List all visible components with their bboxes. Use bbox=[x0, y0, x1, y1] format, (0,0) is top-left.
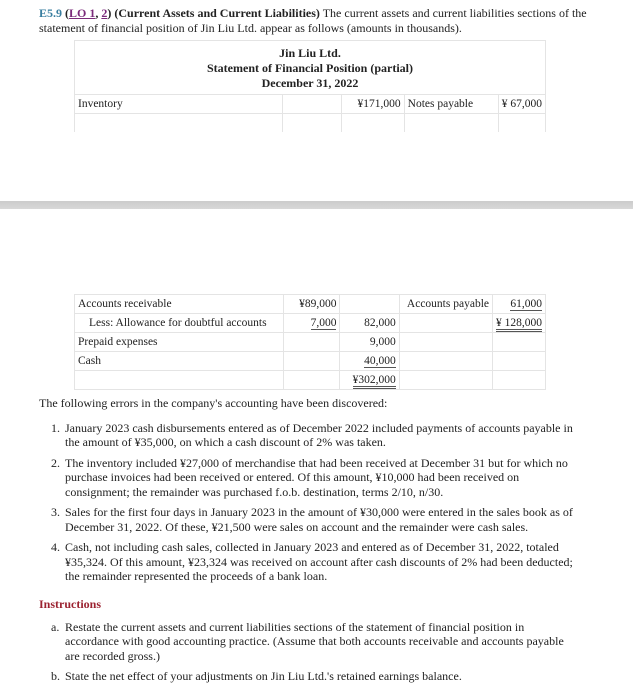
list-item bbox=[51, 669, 581, 684]
exercise-intro bbox=[39, 0, 599, 35]
table-row bbox=[75, 352, 546, 371]
exercise-title: (Current Assets and Current Liabilities) bbox=[114, 6, 320, 20]
notes-payable-label: Notes payable bbox=[404, 95, 498, 114]
item-letter: b. bbox=[51, 669, 60, 683]
lo-paren: ) bbox=[107, 6, 112, 20]
item-text: Restate the current assets and current liabilities sections of the statement of financial position in accordance with good accounting practice. (Assume that both accounts receivable and accounts payable are recorded gross.) bbox=[65, 619, 564, 663]
errors-list bbox=[51, 421, 581, 584]
cash-label: Cash bbox=[75, 352, 284, 371]
allowance-amount: 7,000 bbox=[310, 317, 337, 329]
ap-label: Accounts payable bbox=[399, 295, 492, 314]
page-divider bbox=[0, 201, 633, 209]
prepaid-amount: 9,000 bbox=[340, 333, 399, 352]
item-number: 1. bbox=[51, 420, 60, 435]
item-text: The inventory included ¥27,000 of merchandise that had been received at December 31 but for which no purchase invoices had been received or entered. Of this amount, ¥10,000 had been received on consignment; the remainder was purchased f.o.b. destination, terms 2/10, n/30. bbox=[65, 455, 568, 499]
list-item bbox=[51, 540, 581, 584]
list-item bbox=[51, 505, 581, 534]
table-row bbox=[75, 314, 546, 333]
statement-title: Statement of Financial Position (partial) bbox=[207, 61, 413, 75]
table-row bbox=[75, 95, 546, 114]
inventory-amount: ¥171,000 bbox=[342, 95, 404, 114]
cash-amount: 40,000 bbox=[364, 355, 396, 367]
lo-1-link[interactable]: LO 1 bbox=[69, 6, 96, 20]
ar-net-amount: 82,000 bbox=[340, 314, 399, 333]
prepaid-label: Prepaid expenses bbox=[75, 333, 284, 352]
company-name: Jin Liu Ltd. bbox=[279, 46, 341, 60]
top-section bbox=[0, 0, 633, 201]
errors-intro: The following errors in the company's accounting have been discovered: bbox=[39, 396, 388, 410]
list-item bbox=[51, 620, 581, 664]
statement-table-bottom bbox=[74, 294, 546, 390]
table-row bbox=[75, 371, 546, 390]
notes-payable-amount: ¥ 67,000 bbox=[498, 95, 545, 114]
liabilities-total: ¥ 128,000 bbox=[496, 317, 542, 332]
item-number: 2. bbox=[51, 455, 60, 470]
statement-table-top bbox=[74, 40, 546, 132]
list-item bbox=[51, 421, 581, 450]
list-item bbox=[51, 456, 581, 500]
ar-label: Accounts receivable bbox=[75, 295, 284, 314]
instructions-heading: Instructions bbox=[39, 596, 102, 611]
item-text: State the net effect of your adjustments on Jin Liu Ltd.'s retained earnings balance. bbox=[65, 669, 462, 683]
exercise-id: E5.9 bbox=[39, 6, 63, 20]
item-number: 3. bbox=[51, 505, 60, 519]
item-text: Cash, not including cash sales, collected in January 2023 and entered as of December 31, 2022, totaled ¥35,324. Of this amount, ¥23,324 was received on account after cash discounts of 2% had been deducted; the remainder represented the proceeds of a bank loan. bbox=[65, 540, 573, 583]
statement-header bbox=[75, 41, 546, 95]
lo-sep: , bbox=[95, 6, 102, 20]
item-text: Sales for the first four days in January 2023 in the amount of ¥30,000 were entered in the sales book as of December 31, 2022. Of these, ¥21,500 were sales on account and the remainder were cash sales. bbox=[65, 505, 573, 534]
ar-amount: ¥89,000 bbox=[284, 295, 340, 314]
lo-2-link[interactable]: 2 bbox=[101, 6, 108, 20]
item-number: 4. bbox=[51, 540, 60, 554]
item-text: January 2023 cash disbursements entered as of December 2022 included payments of accounts payable in the amount of ¥35,000, on which a cash discount of 2% was taken. bbox=[65, 420, 573, 449]
table-row bbox=[75, 295, 546, 314]
lo-paren: ( bbox=[65, 6, 70, 20]
assets-total: ¥302,000 bbox=[353, 374, 396, 389]
ap-amount: 61,000 bbox=[510, 298, 542, 310]
table-row bbox=[75, 333, 546, 352]
statement-date: December 31, 2022 bbox=[261, 76, 359, 90]
allowance-label: Less: Allowance for doubtful accounts bbox=[75, 314, 284, 333]
exercise-text: The current assets and current liabilities sections of the statement of financial position of Jin Liu Ltd. appear as follows (amounts in thousands). bbox=[39, 6, 587, 35]
instructions-list bbox=[51, 620, 581, 684]
inventory-label: Inventory bbox=[75, 95, 283, 114]
item-letter: a. bbox=[51, 619, 60, 634]
